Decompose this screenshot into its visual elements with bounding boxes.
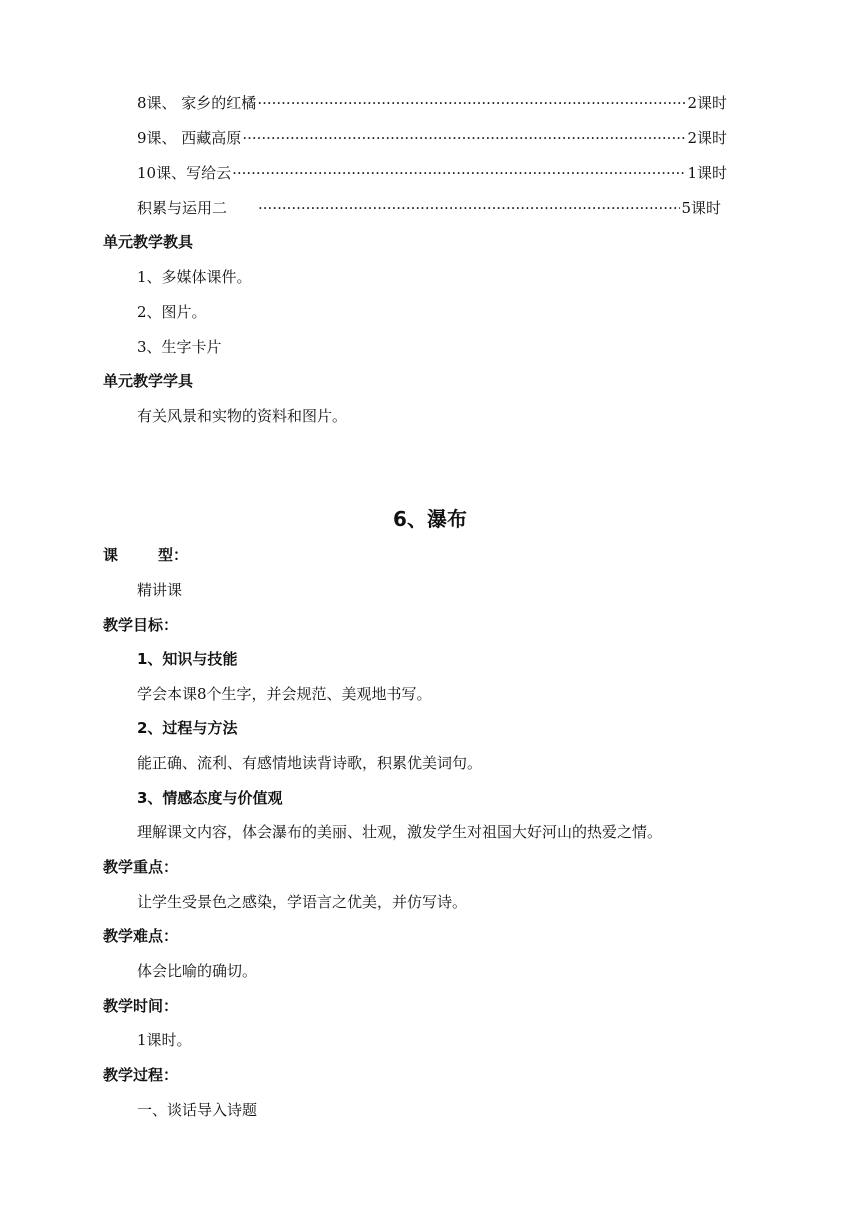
toc-leader: [242, 128, 686, 148]
lesson-type-value: 精讲课: [137, 581, 183, 599]
toc-hours: 2课时: [687, 129, 727, 147]
toc-label: 8课、 家乡的红橘: [137, 94, 257, 112]
toc-label: 积累与运用二: [137, 199, 228, 217]
subheading: 2、过程与方法: [137, 719, 238, 737]
toc-label: 10课、写给云: [137, 164, 232, 182]
paragraph: 理解课文内容，体会瀑布的美丽、壮观，激发学生对祖国大好河山的热爱之情。: [137, 823, 663, 841]
lesson-title: 6、瀑布: [393, 507, 467, 531]
paragraph: 让学生受景色之感染，学语言之优美，并仿写诗。: [137, 893, 468, 911]
section-heading: 教学过程：: [103, 1066, 179, 1084]
toc-label: 9课、 西藏高原: [137, 129, 242, 147]
list-item: 3、生字卡片: [137, 338, 222, 356]
section-heading: 教学重点：: [103, 858, 179, 876]
toc-leader: [232, 163, 686, 183]
section-heading: 单元教学教具: [103, 233, 194, 251]
paragraph: 一、谈话导入诗题: [137, 1101, 258, 1119]
section-heading: 单元教学学具: [103, 372, 194, 390]
lesson-type-label-b: 型：: [158, 546, 189, 564]
toc-row: [137, 128, 727, 148]
subheading: 3、情感态度与价值观: [137, 789, 283, 807]
lesson-type-label: [103, 545, 188, 565]
list-item: 2、图片。: [137, 303, 207, 321]
toc-hours: 1课时: [687, 164, 727, 182]
lesson-type-label-a: 课: [103, 546, 119, 564]
list-item: 1、多媒体课件。: [137, 268, 252, 286]
paragraph: 1课时。: [137, 1031, 192, 1049]
section-heading: 教学难点：: [103, 927, 179, 945]
section-heading: 教学时间：: [103, 997, 179, 1015]
paragraph: 学会本课8个生字，并会规范、美观地书写。: [137, 685, 432, 703]
paragraph: 能正确、流利、有感情地读背诗歌，积累优美词句。: [137, 754, 483, 772]
section-heading: 教学目标：: [103, 616, 179, 634]
paragraph: 有关风景和实物的资料和图片。: [137, 407, 348, 425]
toc-hours: 5课时: [681, 199, 721, 217]
toc-row: [137, 163, 727, 183]
toc-leader: [258, 198, 680, 218]
toc-row: [137, 198, 721, 218]
paragraph: 体会比喻的确切。: [137, 962, 258, 980]
toc-leader: [257, 93, 686, 113]
subheading: 1、知识与技能: [137, 650, 238, 668]
toc-hours: 2课时: [687, 94, 727, 112]
toc-row: [137, 93, 727, 113]
